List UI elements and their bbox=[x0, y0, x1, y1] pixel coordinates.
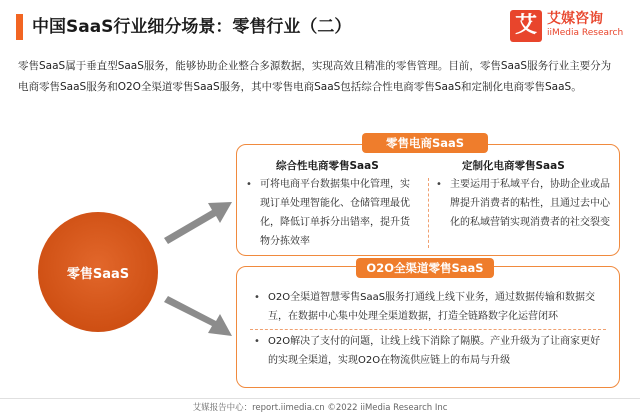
logo-mark-icon: 艾 bbox=[510, 10, 542, 42]
brand-logo bbox=[510, 8, 626, 48]
center-circle bbox=[38, 212, 158, 332]
bullet-icon: • bbox=[436, 179, 442, 190]
o2o-saas-title: O2O全渠道零售SaaS bbox=[356, 258, 494, 278]
customized-heading: 定制化电商零售SaaS bbox=[462, 160, 565, 172]
ecommerce-saas-title: 零售电商SaaS bbox=[362, 133, 488, 153]
bullet-icon: • bbox=[254, 336, 260, 347]
footer-source: 艾媒报告中心：report.iimedia.cn ©2022 iiMedia Research Inc bbox=[192, 403, 448, 413]
page-title: 中国SaaS行业细分场景：零售行业（二） bbox=[32, 17, 352, 37]
title-accent-bar bbox=[16, 14, 23, 40]
o2o-item: O2O全渠道智慧零售SaaS服务打通线上线下业务，通过数据传输和数据交互，在数据中心集中处理全渠道数据，打造全链路数字化运营闭环 bbox=[268, 292, 596, 322]
arrow-down-right-icon bbox=[160, 290, 236, 350]
logo-name: 艾媒咨询 bbox=[547, 11, 603, 27]
o2o-divider bbox=[250, 329, 606, 330]
intro-paragraph: 零售SaaS属于垂直型SaaS服务，能够协助企业整合多源数据，实现高效且精准的零售管理。目前，零售SaaS服务行业主要分为电商零售SaaS服务和O2O全渠道零售SaaS服务，其中零售电商SaaS包括综合性电商零售SaaS和定制化电商零售SaaS。 bbox=[18, 60, 612, 93]
center-label: 零售SaaS bbox=[66, 266, 130, 282]
customized-text: 主要运用于私域平台，协助企业或品牌提升消费者的粘性，且通过去中心化的私域营销实现消费者的社交裂变 bbox=[450, 179, 610, 228]
bullet-icon: • bbox=[254, 292, 260, 303]
column-divider bbox=[428, 178, 429, 248]
comprehensive-heading: 综合性电商零售SaaS bbox=[276, 160, 379, 172]
logo-subtitle: iiMedia Research bbox=[547, 28, 624, 38]
arrow-up-right-icon bbox=[160, 190, 236, 250]
bullet-icon: • bbox=[246, 179, 252, 190]
comprehensive-text: 可将电商平台数据集中化管理，实现订单处理智能化、仓储管理最优化，降低订单拆分出错率，提升货物分拣效率 bbox=[260, 179, 410, 247]
o2o-item: O2O解决了支付的问题，让线上线下消除了隔膜。产业升级为了让商家更好的实现全渠道，实现O2O在物流供应链上的布局与升级 bbox=[268, 336, 601, 366]
footer-divider bbox=[0, 398, 640, 399]
